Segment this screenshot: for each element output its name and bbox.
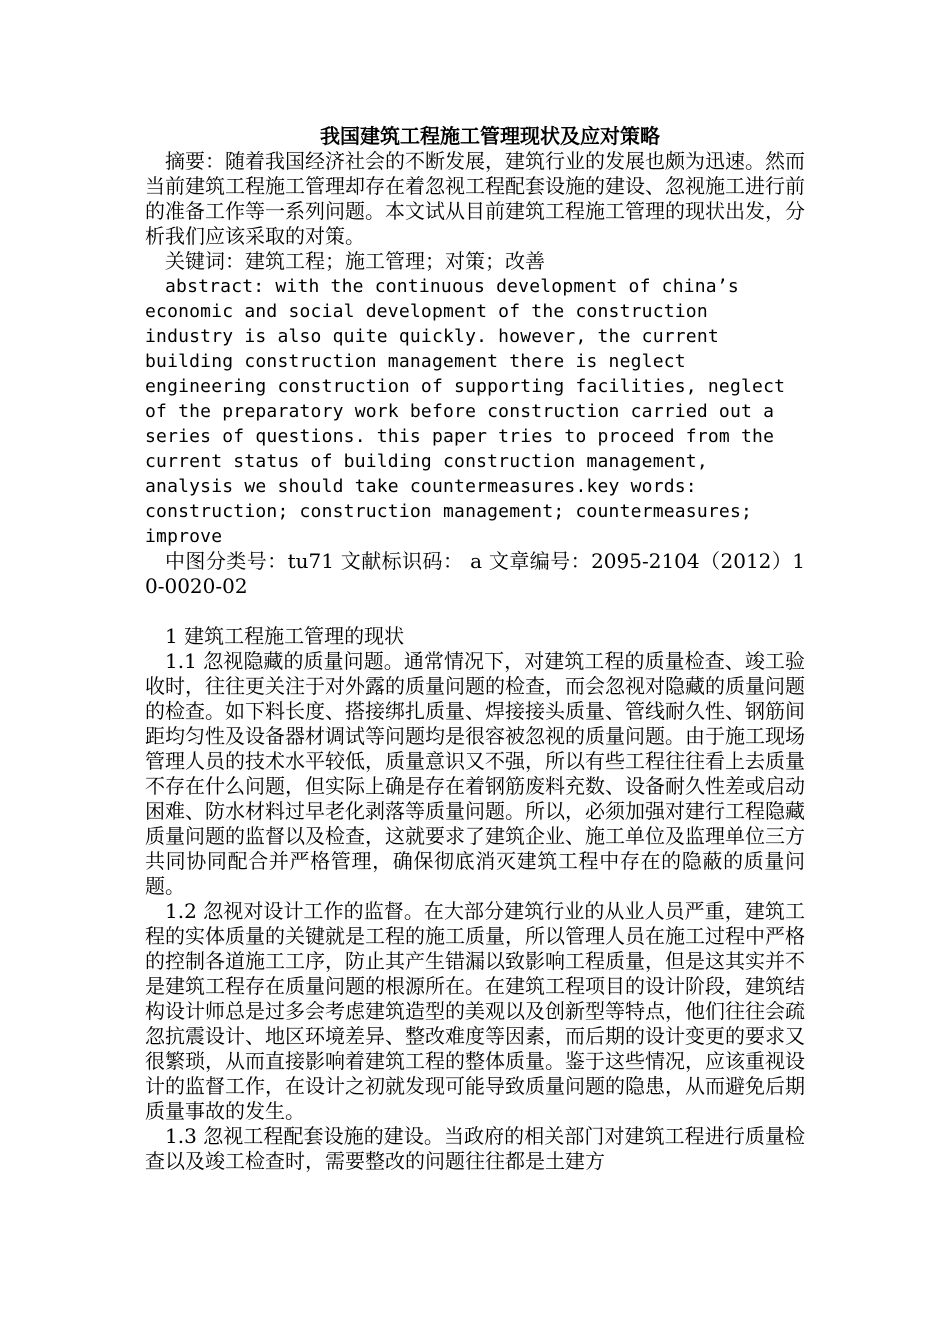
abstract-en: abstract: with the continuous development of china’s economic and social development of the construction industry is also quite quickly. however, the current building construction management there is neglect engineering construction of supporting facilities, neglect of the preparatory work before construction carried out a series of questions. this paper tries to proceed from the current status of building construction management, analysis we should take countermeasures.key words: construction; construction management; countermeasures; improve	[145, 276, 786, 547]
spacer	[145, 599, 805, 624]
keywords-cn: 关键词：建筑工程；施工管理；对策；改善	[165, 249, 545, 273]
paragraph-1-1: 1.1 忽视隐藏的质量问题。通常情况下，对建筑工程的质量检查、竣工验收时，往往更关注于对外露的质量问题的检查，而会忽视对隐藏的质量问题的检查。如下料长度、搭接绑扎质量、焊接接头质量、管线耐久性、钢筋间距均匀性及设备器材调试等问题均是很容被忽视的质量问题。由于施工现场管理人员的技术水平较低，质量意识又不强，所以有些工程往往看上去质量不存在什么问题，但实际上确是存在着钢筋废料充数、设备耐久性差或启动困难、防水材料过早老化剥落等质量问题。所以，必须加强对建行工程隐藏质量问题的监督以及检查，这就要求了建筑企业、施工单位及监理单位三方共同协同配合并严格管理，确保彻底消灭建筑工程中存在的隐蔽的质量问题。	[145, 649, 805, 898]
paragraph-1-2: 1.2 忽视对设计工作的监督。在大部分建筑行业的从业人员严重，建筑工程的实体质量的关键就是工程的施工质量，所以管理人员在施工过程中严格的控制各道施工工序，防止其产生错漏以致影响工程质量，但是这其实并不是建筑工程存在质量问题的根源所在。在建筑工程项目的设计阶段，建筑结构设计师总是过多会考虑建筑造型的美观以及创新型等特点，他们往往会疏忽抗震设计、地区环境差异、整改难度等因素，而后期的设计变更的要求又很繁琐，从而直接影响着建筑工程的整体质量。鉴于这些情况，应该重视设计的监督工作，在设计之初就发现可能导致质量问题的隐患，从而避免后期质量事故的发生。	[145, 899, 805, 1123]
classification-line: 中图分类号：tu71 文献标识码： a 文章编号：2095-2104（2012）10-0020-02	[145, 549, 805, 598]
document-page	[145, 124, 805, 1174]
paragraph-1-3: 1.3 忽视工程配套设施的建设。当政府的相关部门对建筑工程进行质量检查以及竣工检查时，需要整改的问题往往都是土建方	[145, 1124, 805, 1173]
section-heading-1: 1 建筑工程施工管理的现状	[165, 624, 405, 648]
abstract-cn: 摘要：随着我国经济社会的不断发展，建筑行业的发展也颇为迅速。然而当前建筑工程施工管理却存在着忽视工程配套设施的建设、忽视施工进行前的准备工作等一系列问题。本文试从目前建筑工程施工管理的现状出发，分析我们应该采取的对策。	[145, 149, 805, 248]
document-title: 我国建筑工程施工管理现状及应对策略	[320, 124, 660, 148]
